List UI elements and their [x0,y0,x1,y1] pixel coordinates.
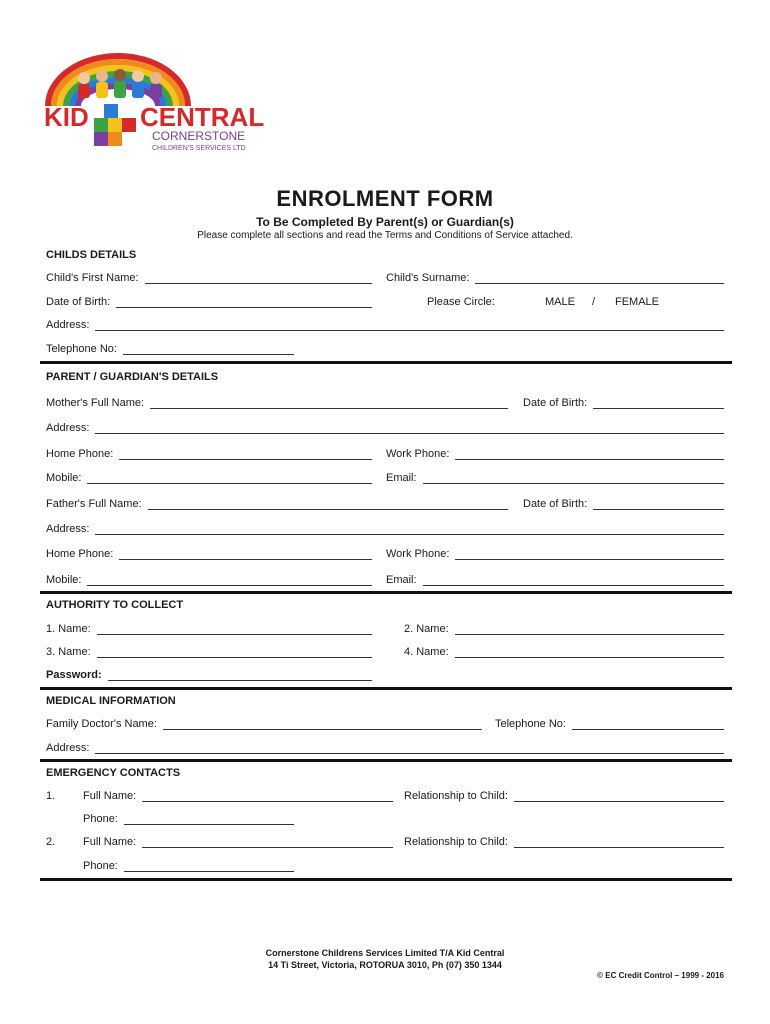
field-label: Family Doctor's Name: [46,718,157,730]
field-line [97,624,372,635]
field-label: Mobile: [46,574,82,586]
form-subtitle: To Be Completed By Parent(s) or Guardian(s) [256,215,514,229]
field-line [423,473,724,484]
field-line [95,743,724,754]
field-label: Email: [386,472,417,484]
mother-dob-field[interactable] [523,397,724,409]
field-label: Address: [46,422,90,434]
section-heading-parent: PARENT / GUARDIAN'S DETAILS [46,371,219,383]
field-label: Relationship to Child: [404,790,508,802]
field-label: Home Phone: [46,448,114,460]
field-line [87,575,372,586]
field-line [123,344,294,355]
field-line [150,398,508,409]
field-line [163,719,482,730]
field-line [423,575,724,586]
field-line [142,791,393,802]
field-label: Address: [46,523,90,535]
gender-female-option[interactable]: FEMALE [615,296,660,308]
mother-name-field[interactable] [46,397,508,409]
child-surname-field[interactable] [386,272,724,284]
field-label: 1. Name: [46,623,91,635]
section-divider [40,591,732,594]
copyright-notice: © EC Credit Control – 1999 - 2016 [597,971,724,980]
field-line [95,320,724,331]
collect-name-2-field[interactable] [404,623,724,635]
section-heading-medical: MEDICAL INFORMATION [46,695,176,707]
password-field[interactable] [46,669,372,681]
section-divider [40,687,732,690]
mother-work-phone-field[interactable] [386,448,724,460]
field-label: Full Name: [83,790,137,802]
field-line [119,449,372,460]
field-label: Email: [386,574,417,586]
field-label: Password: [46,669,102,681]
emergency-number-1: 1. [46,790,56,802]
emergency-1-relationship-field[interactable] [404,790,724,802]
field-line [95,524,724,535]
kid-central-logo [40,48,310,158]
field-line [119,549,372,560]
collect-name-4-field[interactable] [404,646,724,658]
section-heading-emergency: EMERGENCY CONTACTS [46,767,181,779]
field-label: Date of Birth: [46,296,111,308]
collect-name-1-field[interactable] [46,623,372,635]
field-line [148,499,508,510]
field-line [124,861,294,872]
field-line [145,273,372,284]
field-line [116,297,372,308]
field-line [475,273,724,284]
field-line [142,837,393,848]
father-address-field[interactable] [46,523,724,535]
gender-separator: / [592,296,596,308]
field-line [97,647,372,658]
emergency-2-phone-field[interactable] [83,860,294,872]
field-line [572,719,724,730]
doctor-name-field[interactable] [46,718,482,730]
child-first-name-field[interactable] [46,272,372,284]
footer-company: Cornerstone Childrens Services Limited T/A Kid Central [265,948,505,958]
field-line [95,423,724,434]
footer-contact: 14 Ti Street, Victoria, ROTORUA 3010, Ph (07) 350 1344 [268,960,502,970]
section-divider [40,759,732,762]
field-line [87,473,372,484]
field-line [514,837,724,848]
field-label: Telephone No: [46,343,117,355]
field-label: Date of Birth: [523,397,588,409]
doctor-address-field[interactable] [46,742,724,754]
field-label: Relationship to Child: [404,836,508,848]
field-label: Date of Birth: [523,498,588,510]
please-circle-label: Please Circle: [427,296,495,308]
footer-address [0,947,770,971]
mother-email-field[interactable] [386,472,724,484]
field-line [108,670,372,681]
field-label: Mother's Full Name: [46,397,145,409]
section-heading-authority: AUTHORITY TO COLLECT [46,599,184,611]
collect-name-3-field[interactable] [46,646,372,658]
field-label: 4. Name: [404,646,449,658]
field-label: Work Phone: [386,548,450,560]
field-label: Father's Full Name: [46,498,142,510]
form-instructions: Please complete all sections and read the Terms and Conditions of Service attached. [197,230,573,241]
child-telephone-field[interactable] [46,343,294,355]
mother-home-phone-field[interactable] [46,448,372,460]
field-label: Phone: [83,813,118,825]
mother-mobile-field[interactable] [46,472,372,484]
father-mobile-field[interactable] [46,574,372,586]
father-dob-field[interactable] [523,498,724,510]
field-line [593,398,724,409]
field-label: Phone: [83,860,118,872]
section-heading-child: CHILDS DETAILS [46,249,137,261]
section-divider [40,361,732,364]
section-divider [40,878,732,881]
mother-address-field[interactable] [46,422,724,434]
field-label: Telephone No: [495,718,566,730]
emergency-2-relationship-field[interactable] [404,836,724,848]
emergency-2-name-field[interactable] [83,836,393,848]
blocks-icon [94,104,136,146]
father-email-field[interactable] [386,574,724,586]
svg-text:CENTRAL: CENTRAL [140,102,265,132]
field-line [593,499,724,510]
doctor-telephone-field[interactable] [495,718,724,730]
field-line [124,814,294,825]
form-title: ENROLMENT FORM [276,186,494,211]
field-label: Address: [46,742,90,754]
father-home-phone-field[interactable] [46,548,372,560]
field-label: Work Phone: [386,448,450,460]
field-line [455,549,724,560]
father-name-field[interactable] [46,498,508,510]
field-line [455,449,724,460]
emergency-number-2: 2. [46,836,56,848]
field-line [455,647,724,658]
field-label: 3. Name: [46,646,91,658]
field-label: Home Phone: [46,548,114,560]
field-label: Child's First Name: [46,272,139,284]
field-label: Child's Surname: [386,272,470,284]
child-address-field[interactable] [46,319,724,331]
field-label: Address: [46,319,90,331]
field-line [514,791,724,802]
svg-text:CHILDREN'S SERVICES LTD: CHILDREN'S SERVICES LTD [152,145,246,152]
emergency-1-name-field[interactable] [83,790,393,802]
field-label: Mobile: [46,472,82,484]
field-label: 2. Name: [404,623,449,635]
svg-text:CORNERSTONE: CORNERSTONE [152,129,246,143]
svg-text:KID: KID [44,102,89,132]
field-line [455,624,724,635]
father-work-phone-field[interactable] [386,548,724,560]
child-dob-field[interactable] [46,296,372,308]
field-label: Full Name: [83,836,137,848]
gender-male-option[interactable]: MALE [545,296,575,308]
emergency-1-phone-field[interactable] [83,813,294,825]
